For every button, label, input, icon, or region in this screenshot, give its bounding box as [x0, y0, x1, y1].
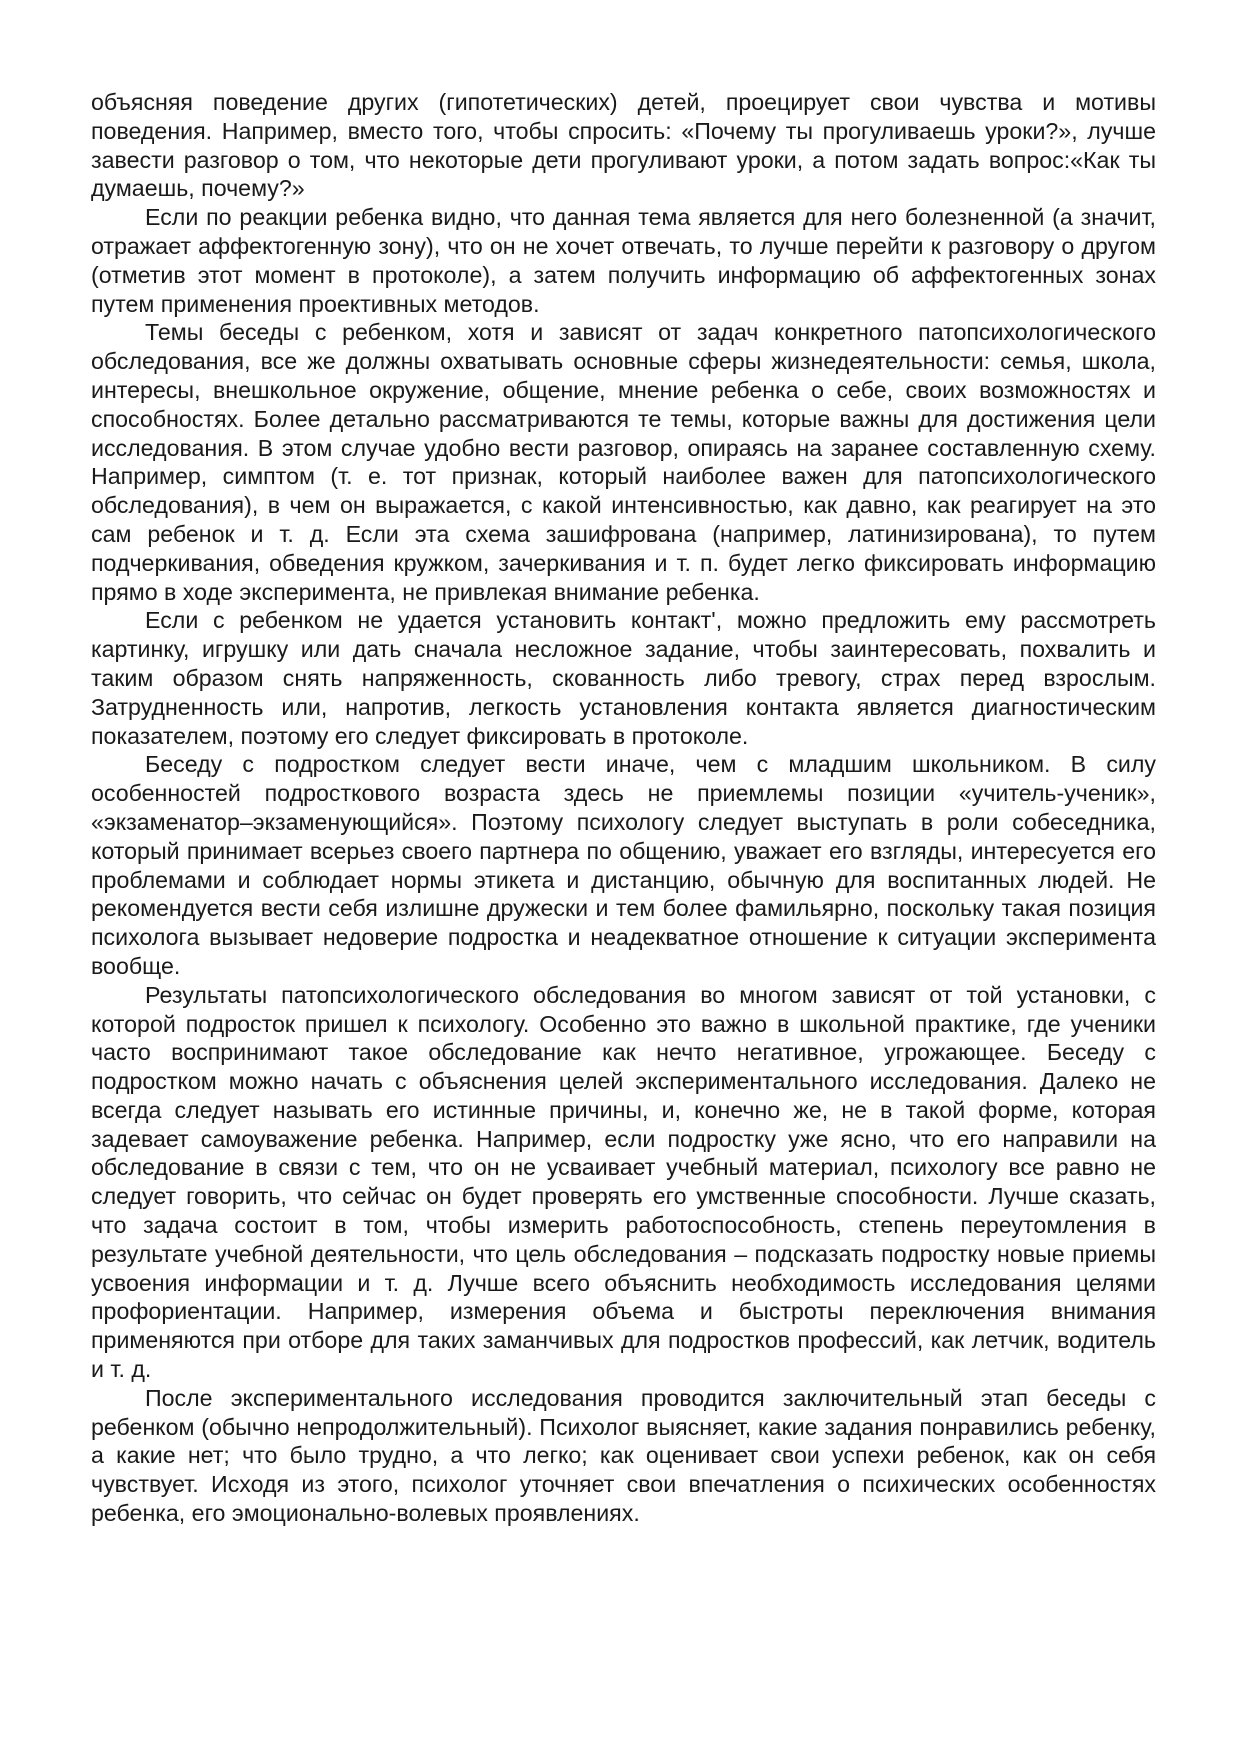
paragraph-5: Беседу с подростком следует вести иначе, чем с младшим школьником. В силу особенностей подросткового возраста здесь не приемлемы позиции «учитель-ученик», «экзаменатор–экзаменующийся». Поэтому психологу следует выступать в роли собеседника, который принимает всерьез своего партнера по общению, уважает его взгляды, интересуется его проблемами и соблюдает нормы этикета и дистанцию, обычную для воспитанных людей. Не рекомендуется вести себя излишне дружески и тем более фамильярно, поскольку такая позиция психолога вызывает недоверие подростка и неадекватное отношение к ситуации эксперимента вообще.	[91, 751, 1156, 979]
paragraph-4: Если с ребенком не удается установить контакт', можно предложить ему рассмотреть картинку, игрушку или дать сначала несложное задание, чтобы заинтересовать, похвалить и таким образом снять напряженность, скованность либо тревогу, страх перед взрослым. Затрудненность или, напротив, легкость установления контакта является диагностическим показателем, поэтому его следует фиксировать в протоколе.	[91, 607, 1156, 749]
paragraph-7: После экспериментального исследования проводится заключительный этап беседы с ребенком (обычно непродолжительный). Психолог выясняет, какие задания понравились ребенку, а какие нет; что было трудно, а что легко; как оценивает свои успехи ребенок, как он себя чувствует. Исходя из этого, психолог уточняет свои впечатления о психических особенностях ребенка, его эмоционально-волевых проявлениях.	[91, 1384, 1156, 1527]
document-page	[91, 88, 1156, 1528]
paragraph-3: Темы беседы с ребенком, хотя и зависят от задач конкретного патопсихологического обследования, все же должны охватывать основные сферы жизнедеятельности: семья, школа, интересы, внешкольное окружение, общение, мнение ребенка о себе, своих возможностях и способностях. Более детально рассматриваются те темы, которые важны для достижения цели исследования. В этом случае удобно вести разговор, опираясь на заранее составленную схему. Например, симптом (т. е. тот признак, который наиболее важен для патопсихологического обследования), в чем он выражается, с какой интенсивностью, как давно, как реагирует на это сам ребенок и т. д. Если эта схема зашифрована (например, латинизирована), то путем подчеркивания, обведения кружком, зачеркивания и т. п. будет легко фиксировать информацию прямо в ходе эксперимента, не привлекая внимание ребенка.	[91, 319, 1156, 605]
paragraph-2: Если по реакции ребенка видно, что данная тема является для него болезненной (а значит, отражает аффектогенную зону), что он не хочет отвечать, то лучше перейти к разговору о другом (отметив этот момент в протоколе), а затем получить информацию об аффектогенных зонах путем применения проективных методов.	[91, 204, 1156, 317]
paragraph-1: объясняя поведение других (гипотетических) детей, проецирует свои чувства и мотивы поведения. Например, вместо того, чтобы спросить: «Почему ты прогуливаешь уроки?», лучше завести разговор о том, что некоторые дети прогуливают уроки, а потом задать вопрос:«Как ты думаешь, почему?»	[91, 89, 1156, 202]
paragraph-6: Результаты патопсихологического обследования во многом зависят от той установки, с которой подросток пришел к психологу. Особенно это важно в школьной практике, где ученики часто воспринимают такое обследование как нечто негативное, угрожающее. Беседу с подростком можно начать с объяснения целей экспериментального исследования. Далеко не всегда следует называть его истинные причины, и, конечно же, не в такой форме, которая задевает самоуважение ребенка. Например, если подростку уже ясно, что его направили на обследование в связи с тем, что он не усваивает учебный материал, психологу все равно не следует говорить, что сейчас он будет проверять его умственные способности. Лучше сказать, что задача состоит в том, чтобы измерить работоспособность, степень переутомления в результате учебной деятельности, что цель обследования – подсказать подростку новые приемы усвоения информации и т. д. Лучше всего объяснить необходимость исследования целями профориентации. Например, измерения объема и быстроты переключения внимания применяются при отборе для таких заманчивых для подростков профессий, как летчик, водитель и т. д.	[91, 981, 1156, 1383]
